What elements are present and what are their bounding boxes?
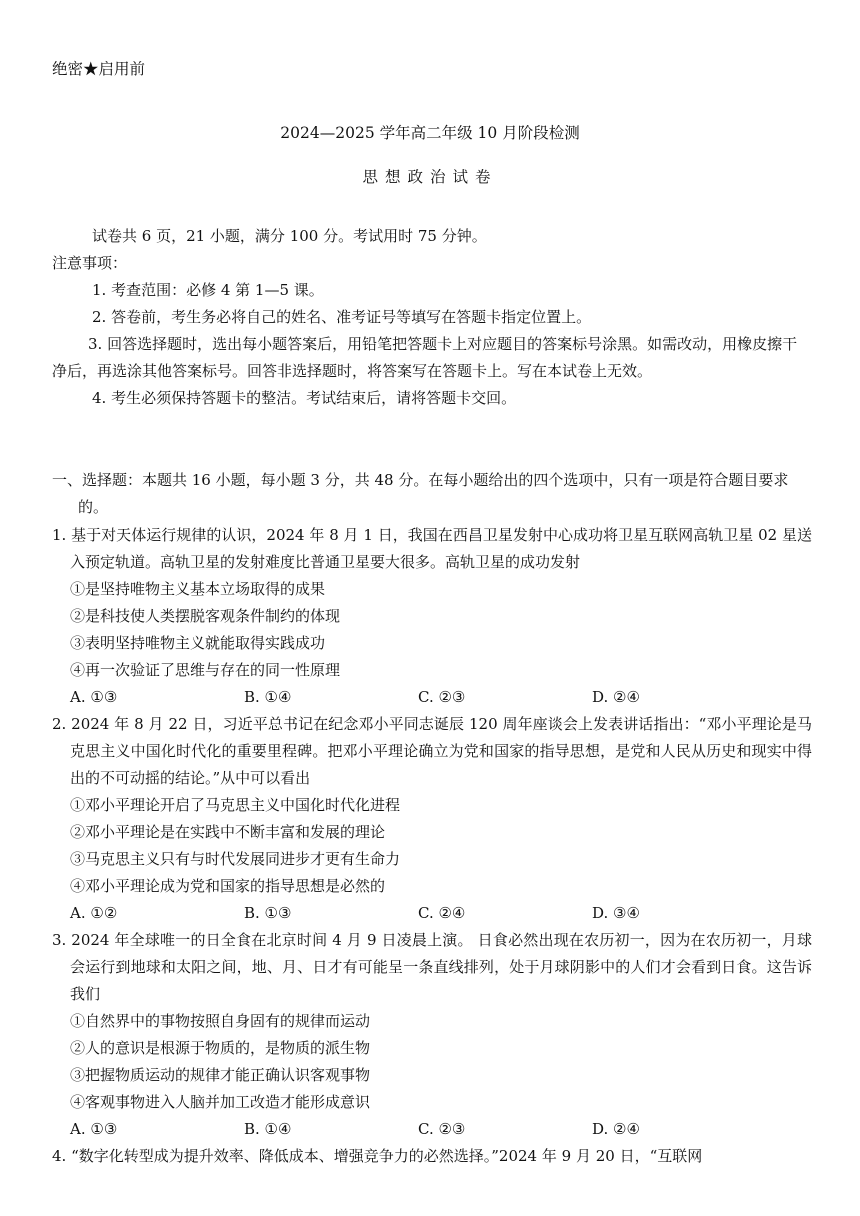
note-item: 2. 答卷前，考生务必将自己的姓名、准考证号等填写在答题卡指定位置上。 (92, 308, 592, 326)
question-stem: 2. 2024 年 8 月 22 日，习近平总书记在纪念邓小平同志诞辰 120 周年座谈会上发表讲话指出：“邓小平理论是马克思主义中国化时代化的重要里程碑。把邓小平理论确立为党和国家的指导思想，是党和人民从历史和现实中得出的不可动摇的结论。”从中可以看出 (52, 715, 812, 787)
section-1-heading: 一、选择题：本题共 16 小题，每小题 3 分，共 48 分。在每小题给出的四个选项中，只有一项是符合题目要求的。 (52, 471, 789, 516)
exam-summary: 试卷共 6 页，21 小题，满分 100 分。考试用时 75 分钟。 (92, 227, 487, 245)
statement-option: ②人的意识是根源于物质的，是物质的派生物 (70, 1039, 371, 1057)
choice-c: C. ②④ (418, 904, 466, 922)
choice-d: D. ②④ (592, 1120, 640, 1138)
question-stem: 4. “数字化转型成为提升效率、降低成本、增强竞争力的必然选择。”2024 年 9 月 20 日，“互联网 (52, 1147, 703, 1165)
statement-option: ②邓小平理论是在实践中不断丰富和发展的理论 (70, 823, 386, 841)
notes-title: 注意事项： (52, 254, 128, 272)
subject-title: 思想政治试卷 (362, 168, 498, 186)
section-heading (52, 467, 812, 521)
choice-a: A. ①② (70, 904, 118, 922)
statement-option: ③马克思主义只有与时代发展同进步才更有生命力 (70, 850, 401, 868)
answer-choices (52, 1116, 812, 1143)
choice-c: C. ②③ (418, 688, 466, 706)
question-stem: 1. 基于对天体运行规律的认识，2024 年 8 月 1 日，我国在西昌卫星发射中心成功将卫星互联网高轨卫星 02 星送入预定轨道。高轨卫星的发射难度比普通卫星要大很多。高轨卫星的成功发射 (52, 526, 812, 571)
statement-option: ④客观事物进入人脑并加工改造才能形成意识 (70, 1093, 371, 1111)
confidential-label: 绝密★启用前 (52, 60, 146, 78)
choice-c: C. ②③ (418, 1120, 466, 1138)
question-3 (52, 927, 812, 1143)
statement-option: ③表明坚持唯物主义就能取得实践成功 (70, 634, 326, 652)
statement-option: ②是科技使人类摆脱客观条件制约的体现 (70, 607, 341, 625)
question-2 (52, 711, 812, 927)
question-list (52, 522, 812, 1170)
question-4 (52, 1143, 812, 1170)
statement-option: ①邓小平理论开启了马克思主义中国化时代化进程 (70, 796, 401, 814)
choice-b: B. ①③ (244, 904, 292, 922)
choice-d: D. ③④ (592, 904, 640, 922)
question-stem: 3. 2024 年全球唯一的日全食在北京时间 4 月 9 日凌晨上演。 日食必然出现在农历初一，因为在农历初一，月球会运行到地球和太阳之间，地、月、日才有可能呈一条直线排列，处于月球阴影中的人们才会看到日食。这告诉我们 (52, 931, 812, 1003)
choice-d: D. ②④ (592, 688, 640, 706)
statement-option: ③把握物质运动的规律才能正确认识客观事物 (70, 1066, 371, 1084)
choice-a: A. ①③ (70, 688, 118, 706)
note-item: 3. 回答选择题时，选出每小题答案后，用铅笔把答题卡上对应题目的答案标号涂黑。如需改动，用橡皮擦干净后，再选涂其他答案标号。回答非选择题时，将答案写在答题卡上。写在本试卷上无效。 (52, 335, 798, 380)
choice-b: B. ①④ (244, 688, 292, 706)
choice-b: B. ①④ (244, 1120, 292, 1138)
answer-choices (52, 900, 812, 927)
statement-option: ④再一次验证了思维与存在的同一性原理 (70, 661, 341, 679)
statement-option: ④邓小平理论成为党和国家的指导思想是必然的 (70, 877, 386, 895)
statement-option: ①是坚持唯物主义基本立场取得的成果 (70, 580, 326, 598)
note-item: 4. 考生必须保持答题卡的整洁。考试结束后，请将答题卡交回。 (92, 389, 517, 407)
exam-title: 2024—2025 学年高二年级 10 月阶段检测 (280, 124, 580, 142)
statement-option: ①自然界中的事物按照自身固有的规律而运动 (70, 1012, 371, 1030)
exam-instructions (52, 223, 812, 412)
choice-a: A. ①③ (70, 1120, 118, 1138)
note-item: 1. 考查范围：必修 4 第 1—5 课。 (92, 281, 324, 299)
answer-choices (52, 684, 812, 711)
question-1 (52, 522, 812, 711)
